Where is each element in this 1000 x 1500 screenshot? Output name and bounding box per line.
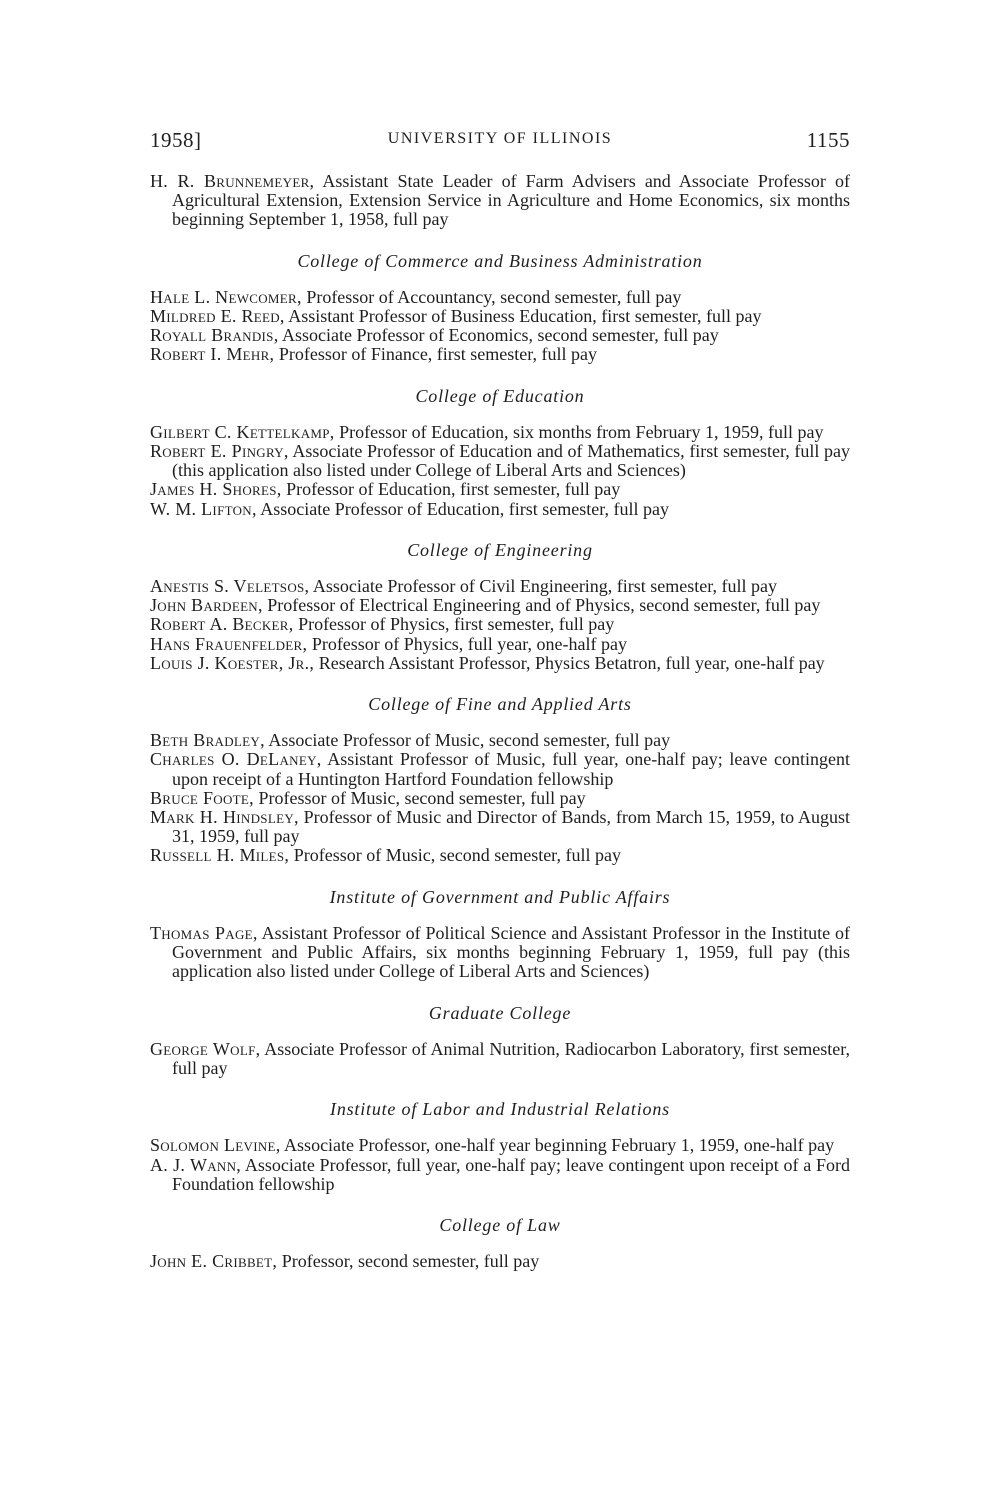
person-name: Robert E. Pingry, <box>150 441 289 462</box>
appointment-details: Professor of Electrical Engineering and of Physics, second semester, full pay <box>262 595 821 616</box>
person-name: Bruce Foote, <box>150 787 254 808</box>
section-heading: College of Fine and Applied Arts <box>368 694 632 715</box>
appointment-entry <box>150 480 850 499</box>
appointment-details: Professor of Accountancy, second semester, full pay <box>301 286 682 307</box>
appointment-entry <box>150 596 850 615</box>
appointment-entry <box>150 326 850 345</box>
appointment-entry <box>150 1040 850 1078</box>
appointment-details: Professor of Music, second semester, full pay <box>289 845 621 866</box>
person-name: Thomas Page, <box>150 922 258 943</box>
appointment-entry <box>150 731 850 750</box>
person-name: John Bardeen, <box>150 595 263 616</box>
person-name: Beth Bradley, <box>150 730 265 751</box>
appointment-details: Professor of Physics, full year, one-half pay <box>307 633 628 654</box>
appointment-details: Professor of Music and Director of Bands, from March 15, 1959, to August 31, 1959, full pay <box>172 807 850 847</box>
person-name: James H. Shores, <box>150 479 282 500</box>
person-name: Hans Frauenfelder, <box>150 633 308 654</box>
person-name: Anestis S. Veletsos, <box>150 576 310 597</box>
appointment-entry <box>150 500 850 519</box>
appointment-entry <box>150 1156 850 1194</box>
appointment-entry <box>150 750 850 788</box>
person-name: Solomon Levine, <box>150 1135 281 1156</box>
appointment-details: Associate Professor of Civil Engineering, first semester, full pay <box>309 576 778 597</box>
person-name: Mildred E. Reed, <box>150 306 285 327</box>
appointment-entry <box>150 635 850 654</box>
person-name: Charles O. DeLaney, <box>150 749 322 770</box>
section-heading: College of Education <box>415 385 585 406</box>
appointment-details: Associate Professor of Animal Nutrition, Radiocarbon Laboratory, first semester, full pay <box>172 1038 850 1078</box>
appointment-details: Assistant Professor of Business Education, first semester, full pay <box>284 306 762 327</box>
header-title: UNIVERSITY OF ILLINOIS <box>387 130 613 147</box>
section-heading: College of Law <box>439 1214 561 1235</box>
appointment-entry <box>150 808 850 846</box>
person-name: John E. Cribbet, <box>150 1251 278 1272</box>
appointment-details: Professor of Physics, first semester, full pay <box>293 614 615 635</box>
appointment-details: Professor of Education, six months from February 1, 1959, full pay <box>334 421 824 442</box>
person-name: George Wolf, <box>150 1038 261 1059</box>
appointment-entry <box>150 442 850 480</box>
section-heading: College of Commerce and Business Administration <box>297 250 703 271</box>
appointment-entry <box>150 1252 850 1271</box>
appointment-entry <box>150 924 850 982</box>
section-heading: College of Engineering <box>407 539 593 560</box>
person-name: Royall Brandis, <box>150 325 279 346</box>
person-name: W. M. Lifton, <box>150 498 257 519</box>
appointment-entry <box>150 345 850 364</box>
appointment-details: Associate Professor of Music, second semester, full pay <box>264 730 671 751</box>
appointment-entry <box>150 846 850 865</box>
appointment-entry <box>150 288 850 307</box>
appointment-entry <box>150 789 850 808</box>
appointment-entry <box>150 307 850 326</box>
appointment-entry <box>150 654 850 673</box>
appointment-details: Assistant Professor of Political Science and Assistant Professor in the Institute of Government and Public Affairs, six months beginning February 1, 1959, full pay (this application also listed under College of Liberal Arts and Sciences) <box>172 922 851 982</box>
person-name: A. J. Wann, <box>150 1154 242 1175</box>
section-heading: Institute of Labor and Industrial Relations <box>330 1099 670 1120</box>
person-name: Russell H. Miles, <box>150 845 290 866</box>
appointment-details: Professor, second semester, full pay <box>277 1251 540 1272</box>
section-heading: Institute of Government and Public Affairs <box>329 886 671 907</box>
person-name: Hale L. Newcomer, <box>150 286 302 307</box>
appointment-entry <box>150 615 850 634</box>
person-name: Mark H. Hindsley, <box>150 807 299 828</box>
appointment-details: Professor of Education, first semester, full pay <box>281 479 621 500</box>
person-name: Robert A. Becker, <box>150 614 294 635</box>
appointment-details: Assistant State Leader of Farm Advisers and Associate Professor of Agricultural Extension, Extension Service in Agriculture and Home Economics, six months beginning September 1, 1958, full pay <box>172 171 850 230</box>
person-name: Louis J. Koester, Jr., <box>150 652 315 673</box>
appointment-details: Associate Professor of Economics, second semester, full pay <box>278 325 719 346</box>
appointment-details: Associate Professor, full year, one-half pay; leave contingent upon receipt of a Ford Foundation fellowship <box>172 1154 850 1194</box>
appointment-details: Professor of Finance, first semester, full pay <box>274 344 598 365</box>
person-name: H. R. Brunnemeyer, <box>150 171 315 191</box>
appointment-details: Associate Professor of Education, first semester, full pay <box>256 498 669 519</box>
appointment-details: Research Assistant Professor, Physics Betatron, full year, one-half pay <box>314 652 825 673</box>
header-year: 1958] <box>150 128 202 152</box>
person-name: Gilbert C. Kettelkamp, <box>150 421 335 442</box>
section-heading: Graduate College <box>428 1002 572 1023</box>
appointment-details: Associate Professor, one-half year beginning February 1, 1959, one-half pay <box>280 1135 835 1156</box>
page-number: 1155 <box>806 128 850 152</box>
person-name: Robert I. Mehr, <box>150 344 275 365</box>
appointment-entry <box>150 577 850 596</box>
appointment-details: Associate Professor of Education and of Mathematics, first semester, full pay (this application also listed under College of Liberal Arts and Sciences) <box>172 441 851 481</box>
appointment-details: Assistant Professor of Music, full year, one-half pay; leave contingent upon receipt of a Huntington Hartford Foundation fellowship <box>172 749 850 789</box>
appointment-entry <box>150 423 850 442</box>
appointment-details: Professor of Music, second semester, full pay <box>253 787 586 808</box>
appointment-entry <box>150 1136 850 1155</box>
appointment-entry <box>150 172 850 230</box>
page-body <box>150 172 850 1271</box>
